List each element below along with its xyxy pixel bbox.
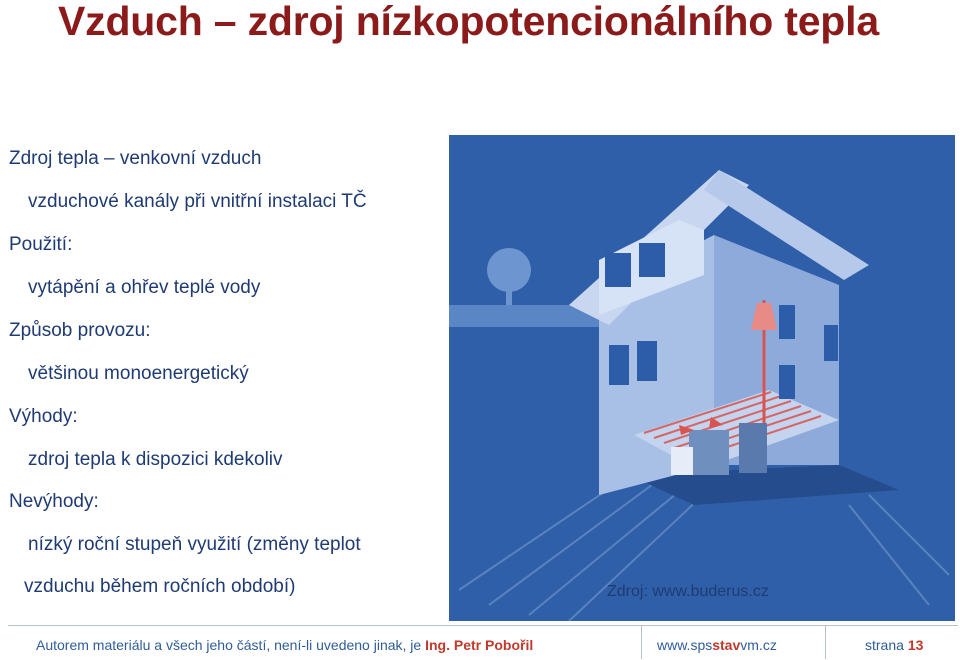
figure-caption: Zdroj: www.buderus.cz — [607, 583, 769, 600]
item-heat-source: Zdroj tepla – venkovní vzduch — [9, 148, 262, 169]
air-duct-icon — [671, 447, 693, 475]
tree-icon — [487, 248, 531, 315]
footer — [0, 625, 960, 660]
house-illustration — [449, 135, 955, 621]
window-1 — [609, 345, 629, 385]
item-usage-text: vytápění a ohřev teplé vody — [28, 277, 261, 298]
heat-pump-icon — [689, 430, 729, 475]
footer-separator-2 — [825, 625, 826, 659]
footer-author-prefix: Autorem materiálu a všech jeho částí, není-li uvedeno jinak, je — [36, 637, 426, 653]
dormer-window-2 — [639, 243, 665, 277]
window-5 — [824, 325, 838, 361]
footer-page — [865, 637, 923, 653]
footer-separator-1 — [641, 625, 642, 659]
item-disadvantages-text-1: nízký roční stupeň využití (změny teplot — [28, 534, 361, 555]
footer-page-number: 13 — [907, 637, 924, 653]
item-disadvantages-text-2: vzduchu během ročních období) — [24, 576, 296, 597]
footer-website-part2: stav — [712, 637, 741, 653]
item-disadvantages-head: Nevýhody: — [9, 491, 99, 512]
footer-author — [36, 637, 533, 653]
footer-website-part1: www.sps — [657, 637, 713, 653]
content-list — [0, 0, 440, 620]
slide-title: Vzduch – zdroj nízkopotencionálního tepla — [58, 0, 879, 44]
footer-page-label: strana — [865, 637, 908, 653]
window-2 — [637, 341, 657, 381]
footer-rule — [8, 625, 958, 626]
item-air-ducts: vzduchové kanály při vnitřní instalaci TČ — [28, 191, 367, 212]
item-advantages-text: zdroj tepla k dispozici kdekoliv — [28, 449, 283, 470]
footer-website-part3: vm.cz — [740, 637, 777, 653]
footer-website[interactable] — [657, 637, 777, 653]
item-advantages-head: Výhody: — [9, 406, 78, 427]
item-usage-head: Použití: — [9, 234, 73, 255]
item-operation-text: většinou monoenergetický — [28, 363, 249, 384]
water-tank-icon — [739, 423, 767, 473]
window-4 — [779, 365, 795, 399]
dormer-window-1 — [605, 253, 631, 287]
house-cutaway-graphic — [449, 135, 955, 621]
item-operation-head: Způsob provozu: — [9, 320, 151, 341]
footer-author-name: Ing. Petr Pobořil — [425, 637, 534, 653]
window-3 — [779, 305, 795, 339]
